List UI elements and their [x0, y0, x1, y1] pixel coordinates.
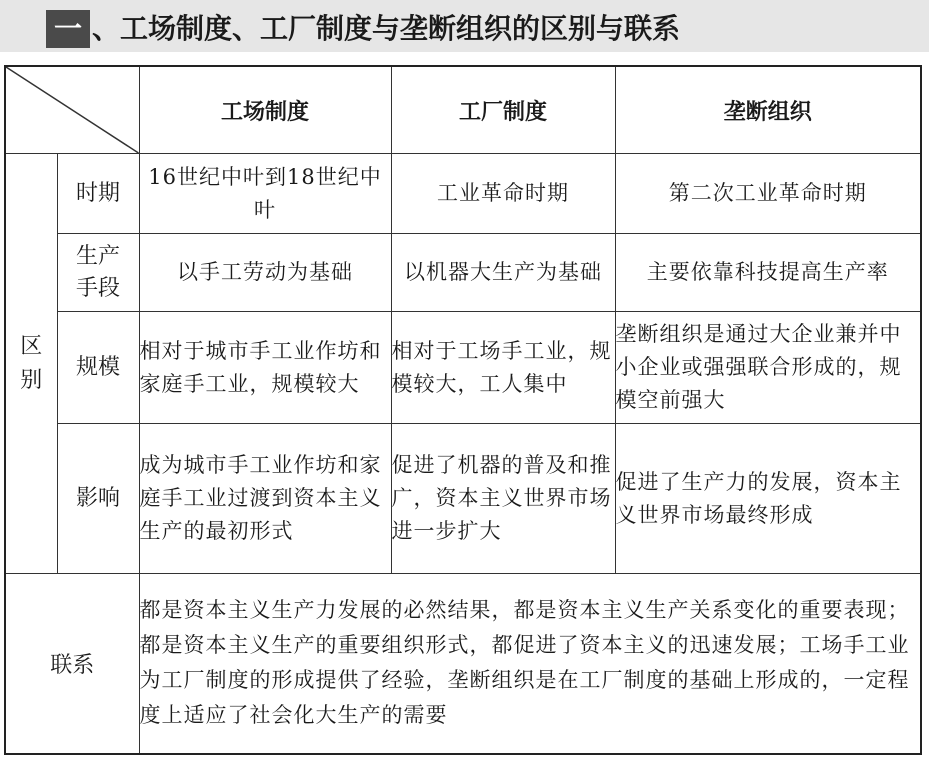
row-label-scale: 规模: [57, 312, 139, 424]
table-header-row: [5, 66, 921, 154]
cell-monopoly-impact: 促进了生产力的发展，资本主义世界市场最终形成: [615, 424, 921, 574]
cell-factory-scale: 相对于工场手工业，规模较大，工人集中: [391, 312, 615, 424]
cell-workshop-period: 16世纪中叶到18世纪中叶: [139, 154, 391, 234]
table-row-impact: [5, 424, 921, 574]
row-label-means: [57, 234, 139, 312]
comparison-table: [4, 65, 922, 755]
table-row-period: [5, 154, 921, 234]
cell-monopoly-scale: 垄断组织是通过大企业兼并中小企业或强强联合形成的，规模空前强大: [615, 312, 921, 424]
cell-workshop-scale: 相对于城市手工业作坊和家庭手工业，规模较大: [139, 312, 391, 424]
cell-factory-means: 以机器大生产为基础: [391, 234, 615, 312]
cell-workshop-means: 以手工劳动为基础: [139, 234, 391, 312]
cell-factory-period: 工业革命时期: [391, 154, 615, 234]
table-row-means: [5, 234, 921, 312]
section-header: [0, 0, 929, 52]
row-label-period: 时期: [57, 154, 139, 234]
section-number: 一: [46, 10, 90, 48]
diagonal-line: [6, 67, 139, 153]
row-label-relation: 联系: [5, 574, 139, 754]
corner-diagonal-cell: [5, 66, 139, 154]
table-row-scale: [5, 312, 921, 424]
column-header-monopoly: 垄断组织: [615, 66, 921, 154]
cell-factory-impact: 促进了机器的普及和推广，资本主义世界市场进一步扩大: [391, 424, 615, 574]
table-row-relation: [5, 574, 921, 754]
column-header-factory: 工厂制度: [391, 66, 615, 154]
cell-relation-text: 都是资本主义生产力发展的必然结果，都是资本主义生产关系变化的重要表现；都是资本主义生产的重要组织形式，都促进了资本主义的迅速发展；工场手工业为工厂制度的形成提供了经验，垄断组织是在工厂制度的基础上形成的，一定程度上适应了社会化大生产的需要: [139, 574, 921, 754]
row-label-means-text: 生产手段: [75, 243, 120, 301]
cell-monopoly-means: 主要依靠科技提高生产率: [615, 234, 921, 312]
group-label-difference: [5, 154, 57, 574]
cell-workshop-impact: 成为城市手工业作坊和家庭手工业过渡到资本主义生产的最初形式: [139, 424, 391, 574]
group-label-text: 区别: [20, 333, 43, 393]
column-header-workshop: 工场制度: [139, 66, 391, 154]
section-title: 、工场制度、工厂制度与垄断组织的区别与联系: [92, 12, 681, 45]
cell-monopoly-period: 第二次工业革命时期: [615, 154, 921, 234]
row-label-impact: 影响: [57, 424, 139, 574]
